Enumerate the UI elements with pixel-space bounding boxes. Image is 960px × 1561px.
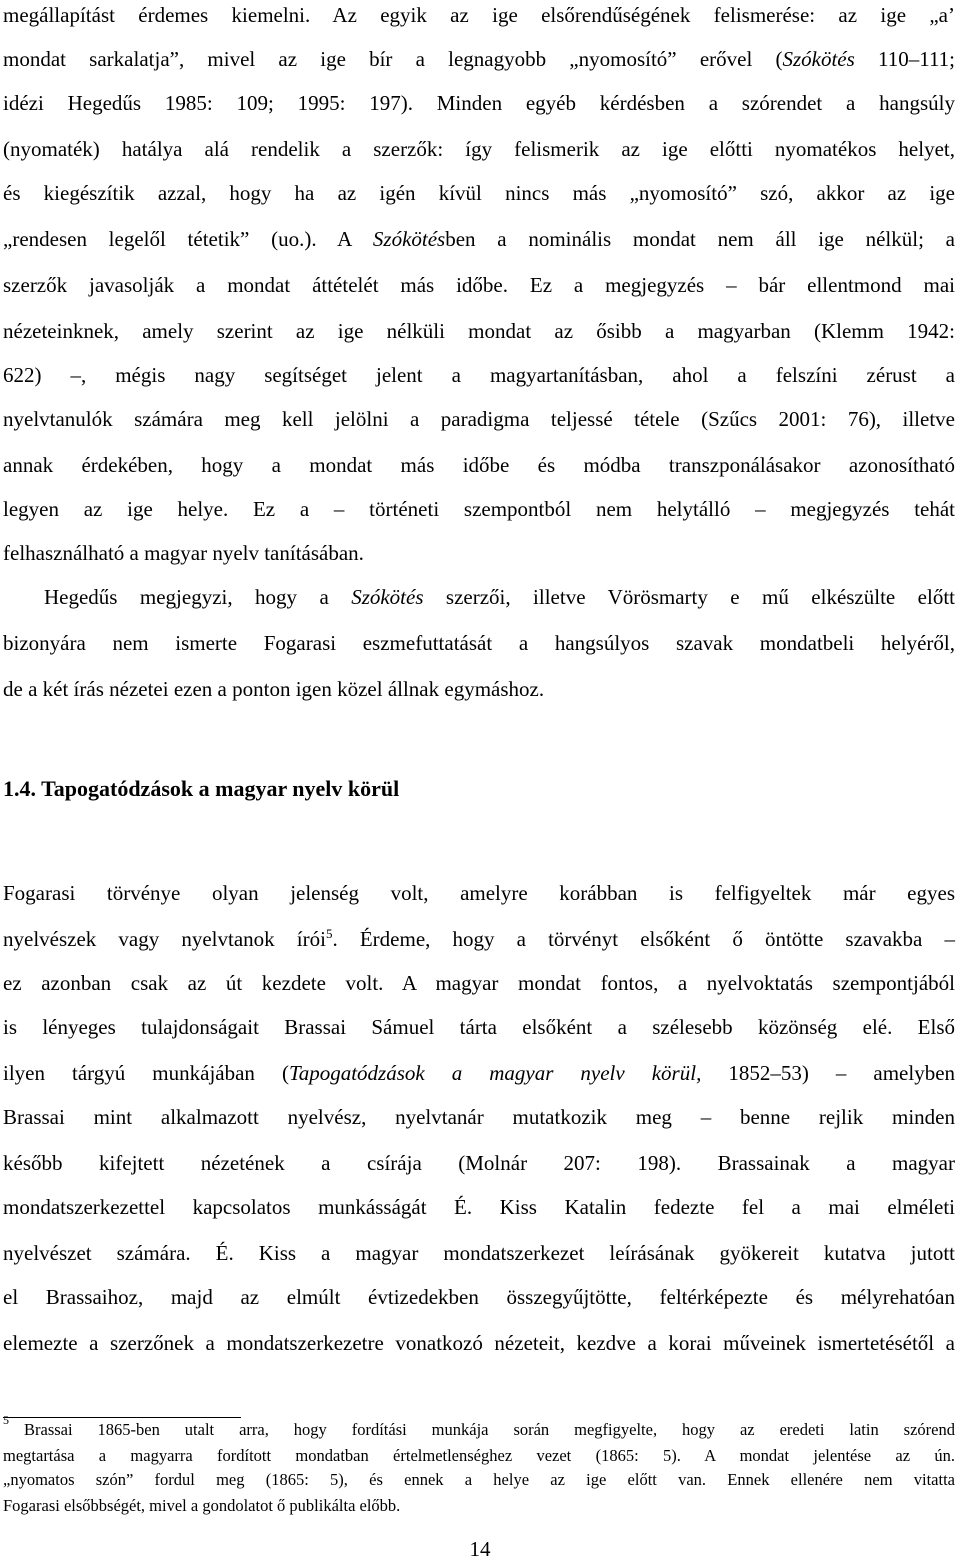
paragraph-3-line: később kifejtett nézetének a csírája (Molnár 207: 198). Brassainak a magyar — [3, 1151, 955, 1175]
paragraph-1-line: és kiegészítik azzal, hogy ha az igén kívül nincs más „nyomosító” szó, akkor az ige — [3, 181, 955, 205]
paragraph-1-line: mondat sarkalatja”, mivel az ige bír a legnagyobb „nyomosító” erővel (Szókötés 110–111; — [3, 47, 956, 71]
paragraph-1-line: megállapítást érdemes kiemelni. Az egyik az ige elsőrendűségének felismerése: az ige „a’ — [3, 3, 955, 27]
footnote-separator — [3, 1417, 241, 1418]
paragraph-3-line: ilyen tárgyú munkájában (Tapogatódzások a magyar nyelv körül, 1852–53) – amelyben — [3, 1061, 956, 1085]
paragraph-1-line: legyen az ige helye. Ez a – történeti szempontból nem helytálló – megjegyzés tehát — [3, 497, 955, 521]
footnote-line: „nyomatos szón” fordul meg (1865: 5), és ennek a helye az ige előtt van. Ennek ellenére nem vitatta — [3, 1470, 955, 1489]
paragraph-1-line: szerzők javasolják a mondat áttételét más időbe. Ez a megjegyzés – bár ellentmond mai — [3, 273, 955, 297]
paragraph-3-line: Fogarasi törvénye olyan jelenség volt, amelyre korábban is felfigyeltek már egyes — [3, 881, 955, 905]
paragraph-1-line: nézeteinknek, amely szerint az ige nélküli mondat az ősibb a magyarban (Klemm 1942: — [3, 319, 955, 343]
paragraph-3-line: elemezte a szerzőnek a mondatszerkezetre vonatkozó nézeteit, kezdve a korai műveinek ismertetésétől a — [3, 1331, 955, 1355]
paragraph-3-line: is lényeges tulajdonságait Brassai Sámuel tárta elsőként a szélesebb közönség elé. Első — [3, 1015, 955, 1039]
paragraph-3-line: mondatszerkezettel kapcsolatos munkásságát É. Kiss Katalin fedezte fel a mai elméleti — [3, 1195, 955, 1219]
footnote-line: megtartása a magyarra fordított mondatban értelmetlenséghez vezet (1865: 5). A mondat jelentése az ún. — [3, 1446, 955, 1465]
paragraph-1-line: „rendesen legelől tétetik” (uo.). A Szókötésben a nominális mondat nem áll ige nélkül; a — [3, 227, 955, 251]
paragraph-3-line: ez azonban csak az út kezdete volt. A magyar mondat fontos, a nyelvoktatás szempontjából — [3, 971, 955, 995]
paragraph-1-line: idézi Hegedűs 1985: 109; 1995: 197). Minden egyéb kérdésben a szórendet a hangsúly — [3, 91, 955, 115]
paragraph-3-line: el Brassaihoz, majd az elmúlt évtizedekben összegyűjtötte, feltérképezte és mélyrehatóan — [3, 1285, 955, 1309]
page-number: 14 — [469, 1537, 491, 1561]
paragraph-3-line: nyelvészek vagy nyelvtanok írói$^5$. Érdeme, hogy a törvényt elsőként ő öntötte szavakba – — [3, 926, 955, 951]
footnote-number: 5 — [3, 1413, 9, 1427]
paragraph-1-line: (nyomaték) hatálya alá rendelik a szerzők: így felismerik az ige előtti nyomatékos helyet, — [3, 137, 955, 161]
paragraph-2-line: de a két írás nézetei ezen a ponton igen közel állnak egymáshoz. — [3, 677, 545, 701]
paragraph-1-line: felhasználható a magyar nyelv tanításában. — [3, 541, 364, 565]
footnote-line: Brassai 1865-ben utalt arra, hogy fordítási munkája során megfigyelte, hogy az eredeti latin szórend — [24, 1420, 955, 1439]
paragraph-1-line: annak érdekében, hogy a mondat más időbe és módba transzponálásakor azonosítható — [3, 453, 955, 477]
paragraph-1-line: nyelvtanulók számára meg kell jelölni a paradigma teljessé tétele (Szűcs 2001: 76), illetve — [3, 407, 955, 431]
paragraph-2-line: bizonyára nem ismerte Fogarasi eszmefuttatását a hangsúlyos szavak mondatbeli helyéről, — [3, 631, 955, 655]
section-heading: 1.4. Tapogatódzások a magyar nyelv körül — [3, 776, 400, 801]
footnote-line: Fogarasi elsőbbségét, mivel a gondolatot ő publikálta előbb. — [3, 1496, 401, 1515]
paragraph-3-line: Brassai mint alkalmazott nyelvész, nyelvtanár mutatkozik meg – benne rejlik minden — [3, 1105, 955, 1129]
paragraph-2-line: Hegedűs megjegyzi, hogy a Szókötés szerzői, illetve Vörösmarty e mű elkészülte előtt — [44, 585, 955, 609]
paragraph-3-line: nyelvészet számára. É. Kiss a magyar mondatszerkezet leírásának gyökereit kutatva jutott — [3, 1241, 955, 1265]
paragraph-1-line: 622) –, mégis nagy segítséget jelent a magyartanításban, ahol a felszíni zérust a — [3, 363, 955, 387]
